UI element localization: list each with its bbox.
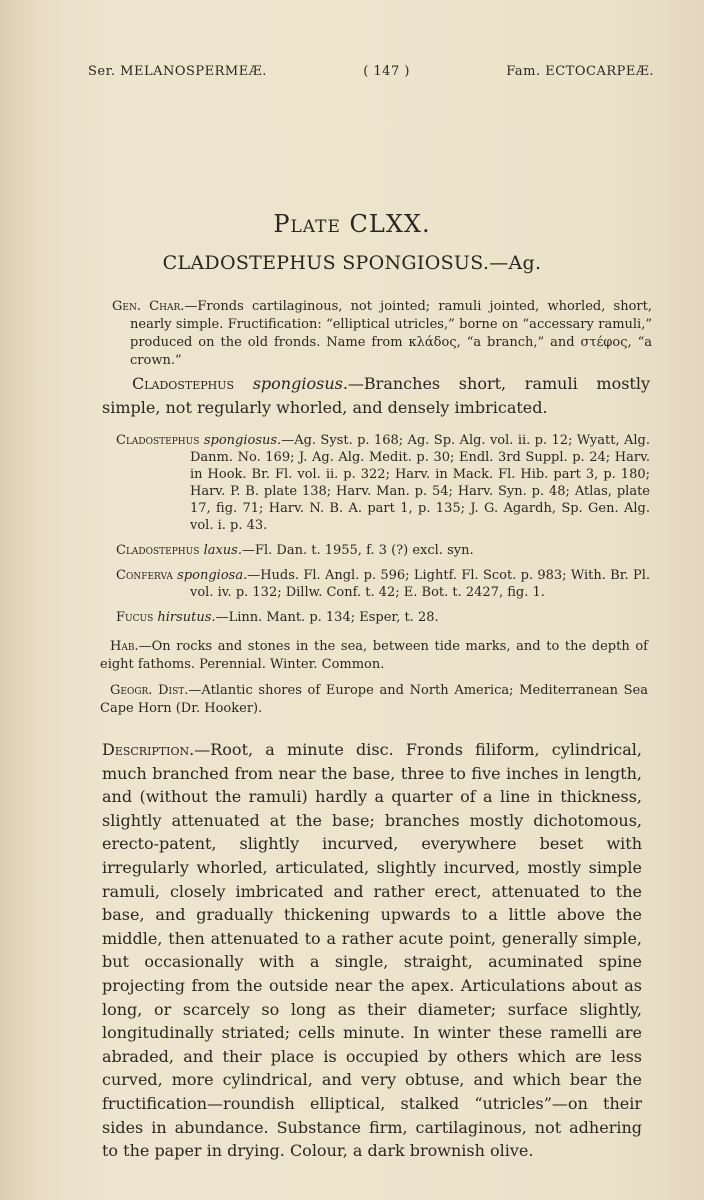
- synonym-species: laxus.: [203, 543, 242, 558]
- diagnosis-text: —Branches short, ramuli mostly simple, not regularly whorled, and densely imbricated.: [102, 374, 650, 417]
- habitat-label: Hab.: [110, 639, 139, 654]
- synonym-genus: Conferva: [116, 568, 173, 583]
- synonym-genus: Cladostephus: [116, 543, 200, 558]
- generic-character: [106, 298, 652, 370]
- habitat-text: —On rocks and stones in the sea, between tide marks, and to the depth of eight fathoms. Perennial. Winter. Common.: [100, 639, 648, 672]
- synonym-text: —Ag. Syst. p. 168; Ag. Sp. Alg. vol. ii. p. 12; Wyatt, Alg. Danm. No. 169; J. Ag. Alg. Medit. p. 30; Endl. 3rd Suppl. p. 24; Harv. in Hook. Br. Fl. vol. ii. p. 322; Harv. in Mack. Fl. Hib. part 3, p. 180; Harv. P. B. plate 138; Harv. Man. p. 54; Harv. Syn. p. 48; Atlas, plate 17, fig. 71; Harv. N. B. A. part 1, p. 135; J. G. Agardh, Sp. Gen. Alg. vol. i. p. 43.: [190, 433, 650, 533]
- synonymy: [116, 432, 650, 634]
- gen-char-label: Gen. Char.: [112, 299, 185, 314]
- plate-title: Plate CLXX.: [273, 210, 431, 238]
- synonym-text: —Fl. Dan. t. 1955, f. 3 (?) excl. syn.: [241, 543, 474, 558]
- diagnosis-genus: Cladostephus: [132, 374, 235, 393]
- synonym-species: hirsutus.: [157, 610, 216, 625]
- geography-label: Geogr. Dist.: [110, 683, 189, 698]
- habitat: [100, 638, 648, 674]
- description-label: Description.: [102, 740, 195, 759]
- synonym-species: spongiosa.: [177, 568, 248, 583]
- geography-text: —Atlantic shores of Europe and North America; Mediterranean Sea Cape Horn (Dr. Hooker).: [100, 683, 648, 716]
- geographic-distribution: [100, 682, 648, 718]
- synonym-text: —Linn. Mant. p. 134; Esper, t. 28.: [215, 610, 439, 625]
- synonym-entry: [116, 609, 650, 626]
- synonym-species: spongiosus.: [203, 433, 282, 448]
- description: [102, 738, 642, 1163]
- diagnosis-species: spongiosus.: [252, 374, 348, 393]
- species-diagnosis: [102, 372, 650, 420]
- synonym-entry: [116, 432, 650, 534]
- gen-char-text: —Fronds cartilaginous, not jointed; ramuli jointed, whorled, short, nearly simple. Fructification: “elliptical utricles,” borne on “accessary ramuli,” produced on the old fronds. Name from κλάδος, “a branch,” and στέφος, “a crown.”: [130, 299, 652, 368]
- synonym-entry: [116, 542, 650, 559]
- description-text: —Root, a minute disc. Fronds filiform, cylindrical, much branched from near the base, three to five inches in length, and (without the ramuli) hardly a quarter of a line in thickness, slightly attenuated at the base; branches mostly dichotomous, erecto-patent, slightly incurved, everywhere beset with irregularly whorled, articulated, slightly incurved, mostly simple ramuli, closely imbricated and rather erect, attenuated to the base, and gradually thickening upwards to a little above the middle, then attenuated to a rather acute point, generally simple, but occasionally with a single, straight, acuminated spine projecting from the outside near the apex. Articulations about as long, or scarcely so long as their diameter; surface slightly, longitudinally striated; cells minute. In winter these ramelli are abraded, and their place is occupied by others which are less curved, more cylindrical, and very obtuse, and which bear the fructification—roundish elliptical, stalked “utricles”—on their sides in abundance. Substance firm, cartilaginous, not adhering to the paper in drying. Colour, a dark brownish olive.: [102, 740, 642, 1161]
- synonym-genus: Fucus: [116, 610, 154, 625]
- synonym-genus: Cladostephus: [116, 433, 200, 448]
- page-number: ( 147 ): [363, 64, 410, 79]
- species-title: CLADOSTEPHUS SPONGIOSUS.—Ag.: [162, 252, 542, 274]
- synonym-entry: [116, 567, 650, 601]
- running-head-right: Fam. ECTOCARPEÆ.: [506, 64, 654, 79]
- running-head-left: Ser. MELANOSPERMEÆ.: [88, 64, 267, 79]
- running-head: [88, 64, 654, 79]
- synonym-text: —Huds. Fl. Angl. p. 596; Lightf. Fl. Scot. p. 983; With. Br. Pl. vol. iv. p. 132; Dillw. Conf. t. 42; E. Bot. t. 2427, fig. 1.: [190, 568, 650, 600]
